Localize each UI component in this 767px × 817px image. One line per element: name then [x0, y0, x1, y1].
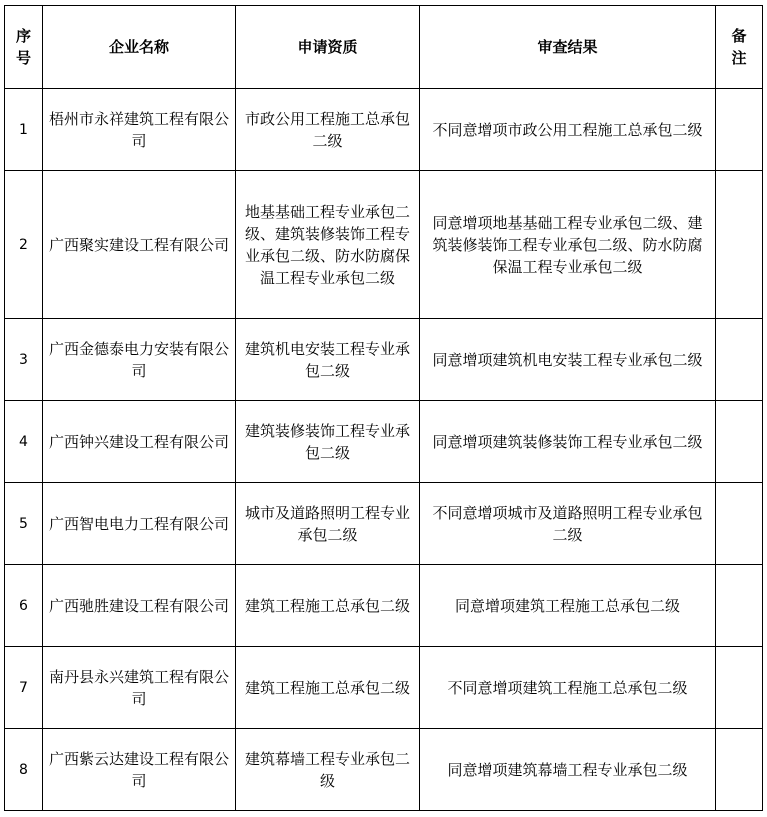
applied-qualification: 建筑工程施工总承包二级 [236, 647, 420, 729]
review-result: 不同意增项市政公用工程施工总承包二级 [420, 89, 716, 171]
table-row [5, 565, 763, 647]
table-row [5, 729, 763, 811]
row-index: 6 [5, 565, 43, 647]
company-name: 广西驰胜建设工程有限公司 [43, 565, 236, 647]
row-index: 3 [5, 319, 43, 401]
row-index: 7 [5, 647, 43, 729]
table-row [5, 483, 763, 565]
header-result: 审查结果 [420, 6, 716, 89]
table-row [5, 171, 763, 319]
remark [716, 483, 763, 565]
remark [716, 729, 763, 811]
applied-qualification: 建筑工程施工总承包二级 [236, 565, 420, 647]
applied-qualification: 建筑装修装饰工程专业承包二级 [236, 401, 420, 483]
review-result: 不同意增项城市及道路照明工程专业承包二级 [420, 483, 716, 565]
remark [716, 565, 763, 647]
company-name: 广西聚实建设工程有限公司 [43, 171, 236, 319]
applied-qualification: 城市及道路照明工程专业承包二级 [236, 483, 420, 565]
row-index: 5 [5, 483, 43, 565]
review-result: 同意增项地基基础工程专业承包二级、建筑装修装饰工程专业承包二级、防水防腐保温工程专业承包二级 [420, 171, 716, 319]
qualification-review-table [4, 5, 763, 811]
table-row [5, 401, 763, 483]
applied-qualification: 地基基础工程专业承包二级、建筑装修装饰工程专业承包二级、防水防腐保温工程专业承包二级 [236, 171, 420, 319]
remark [716, 319, 763, 401]
row-index: 4 [5, 401, 43, 483]
remark [716, 401, 763, 483]
row-index: 8 [5, 729, 43, 811]
company-name: 南丹县永兴建筑工程有限公司 [43, 647, 236, 729]
table-row [5, 89, 763, 171]
table-header-row [5, 6, 763, 89]
remark [716, 647, 763, 729]
company-name: 广西钟兴建设工程有限公司 [43, 401, 236, 483]
header-remark: 备注 [716, 6, 763, 89]
applied-qualification: 市政公用工程施工总承包二级 [236, 89, 420, 171]
company-name: 广西金德泰电力安装有限公司 [43, 319, 236, 401]
review-result: 同意增项建筑工程施工总承包二级 [420, 565, 716, 647]
company-name: 广西紫云达建设工程有限公司 [43, 729, 236, 811]
remark [716, 89, 763, 171]
table-row [5, 647, 763, 729]
header-company: 企业名称 [43, 6, 236, 89]
review-result: 同意增项建筑装修装饰工程专业承包二级 [420, 401, 716, 483]
applied-qualification: 建筑幕墙工程专业承包二级 [236, 729, 420, 811]
review-result: 同意增项建筑机电安装工程专业承包二级 [420, 319, 716, 401]
review-result: 同意增项建筑幕墙工程专业承包二级 [420, 729, 716, 811]
applied-qualification: 建筑机电安装工程专业承包二级 [236, 319, 420, 401]
row-index: 2 [5, 171, 43, 319]
table-row [5, 319, 763, 401]
remark [716, 171, 763, 319]
header-application: 申请资质 [236, 6, 420, 89]
company-name: 梧州市永祥建筑工程有限公司 [43, 89, 236, 171]
review-result: 不同意增项建筑工程施工总承包二级 [420, 647, 716, 729]
row-index: 1 [5, 89, 43, 171]
header-index: 序号 [5, 6, 43, 89]
company-name: 广西智电电力工程有限公司 [43, 483, 236, 565]
